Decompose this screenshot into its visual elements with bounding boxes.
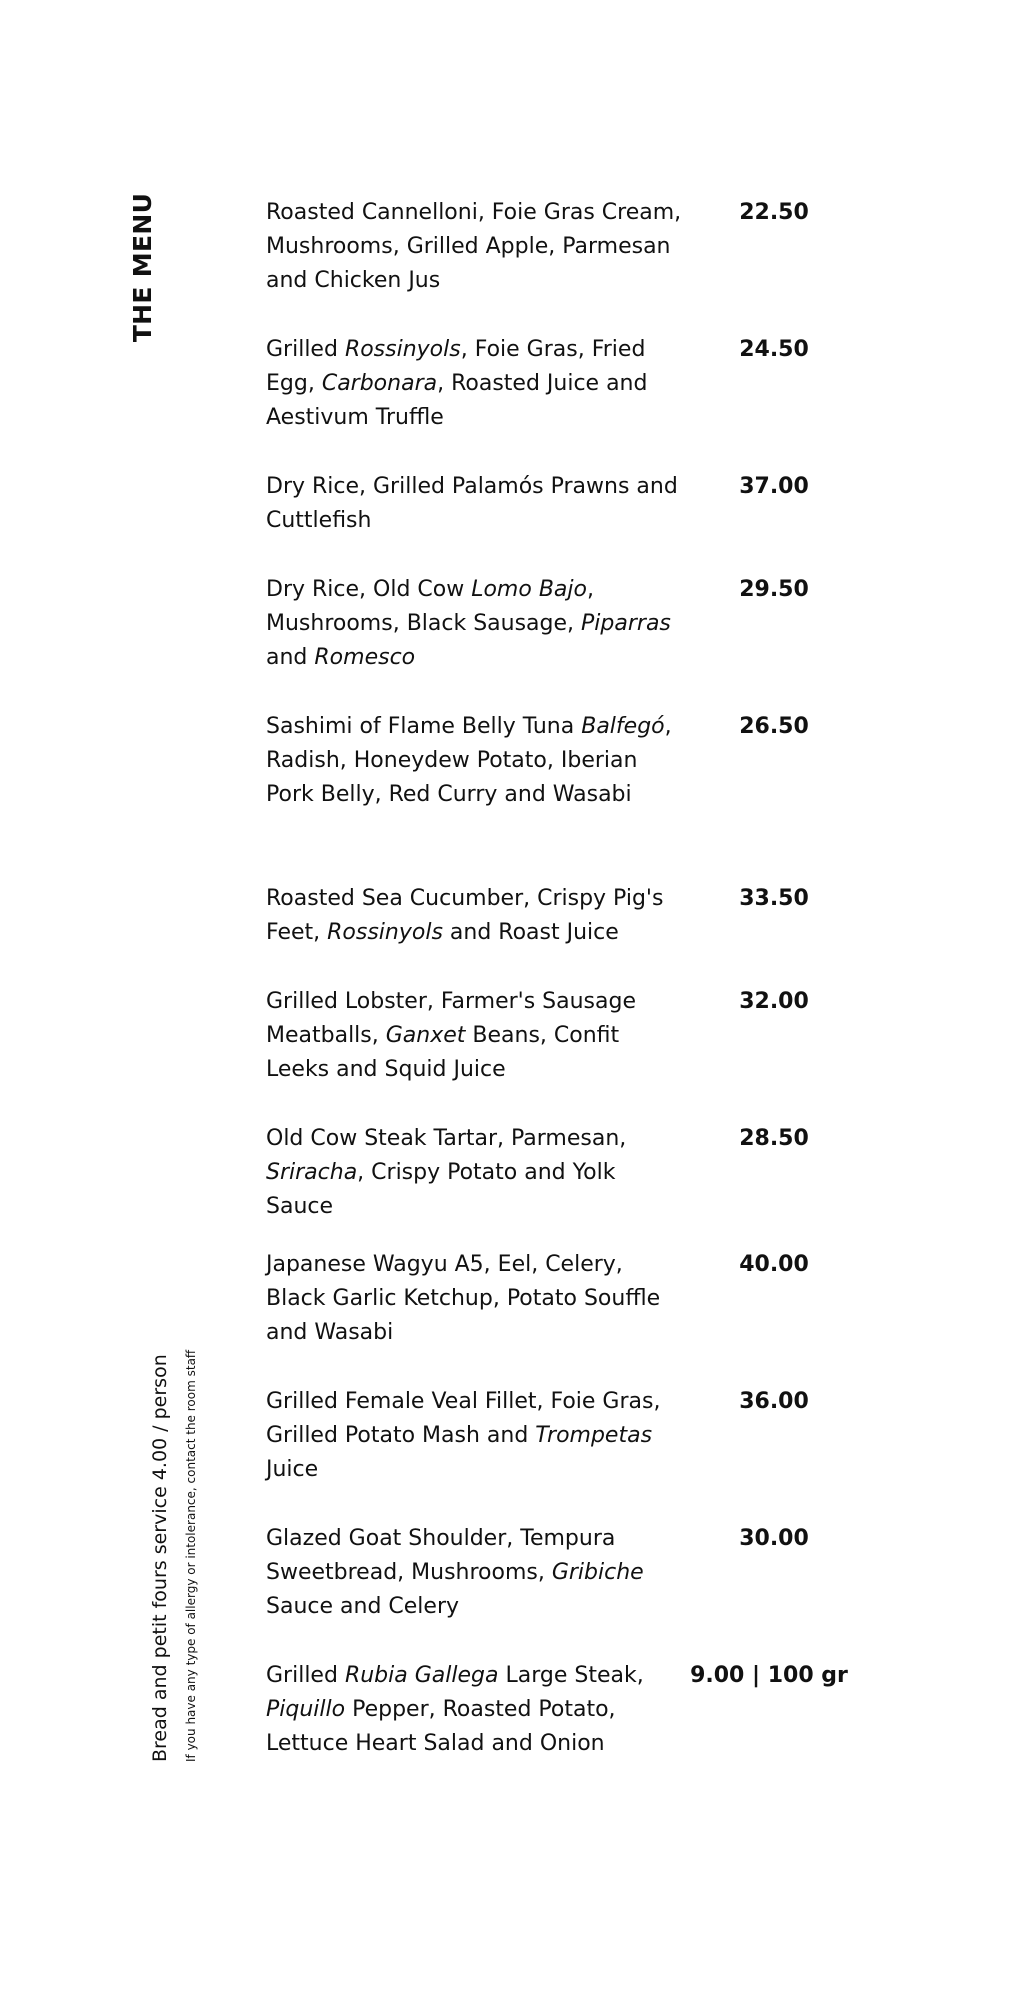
menu-item — [266, 1522, 966, 1624]
dish-italic-term: Rubia Gallega — [344, 1663, 499, 1688]
menu-item — [266, 985, 966, 1087]
menu-item-description — [266, 1522, 686, 1624]
menu-item-price: 22.50 — [739, 200, 809, 225]
menu-item-description — [266, 985, 686, 1087]
dish-italic-term: Piparras — [581, 611, 671, 636]
menu-item — [266, 1659, 966, 1761]
bread-service-text: Bread and petit fours service 4.00 / person — [149, 1354, 171, 1762]
dish-italic-term: Piquillo — [266, 1697, 346, 1722]
dish-text: Sauce and Celery — [266, 1594, 460, 1619]
dish-italic-term: Lomo Bajo — [471, 577, 587, 602]
dish-italic-term: Rossinyols — [344, 337, 461, 362]
menu-item-description — [266, 1659, 686, 1761]
dish-italic-term: Romesco — [314, 645, 416, 670]
dish-text: , Crispy Potato and Yolk Sauce — [266, 1160, 616, 1219]
dish-text: Sashimi of Flame Belly Tuna — [266, 714, 582, 739]
dish-text: Grilled — [266, 1663, 345, 1688]
dish-text: Juice — [266, 1457, 319, 1482]
dish-text: Large Steak, — [498, 1663, 644, 1688]
menu-item-price: 24.50 — [739, 337, 809, 362]
menu-item — [266, 470, 966, 538]
menu-item-price: 9.00 | 100 gr — [690, 1663, 848, 1688]
menu-item — [266, 1248, 966, 1350]
allergy-notice-text: If you have any type of allergy or intolerance, contact the room staff — [184, 1349, 198, 1762]
dish-text: Japanese Wagyu A5, Eel, Celery, Black Garlic Ketchup, Potato Souffle and Wasabi — [266, 1252, 661, 1345]
dish-text: , Roasted Juice and Aestivum Truffle — [266, 371, 648, 430]
dish-italic-term: Sriracha — [266, 1160, 358, 1185]
menu-item — [266, 333, 966, 435]
menu-title — [128, 192, 158, 342]
dish-italic-term: Carbonara — [321, 371, 438, 396]
menu-item — [266, 196, 966, 298]
menu-item-price: 33.50 — [739, 886, 809, 911]
dish-text: , Radish, Honeydew Potato, Iberian Pork Belly, Red Curry and Wasabi — [266, 714, 672, 807]
dish-text: Grilled Female Veal Fillet, Foie Gras, Grilled Potato Mash and — [266, 1389, 661, 1448]
dish-text: Pepper, Roasted Potato, Lettuce Heart Salad and Onion — [266, 1697, 616, 1756]
dish-italic-term: Gribiche — [551, 1560, 644, 1585]
menu-item-description — [266, 710, 686, 812]
dish-text: , Mushrooms, Black Sausage, — [266, 577, 594, 636]
dish-text: , Foie Gras, Fried Egg, — [266, 337, 646, 396]
dish-text: Roasted Sea Cucumber, Crispy Pig's Feet, — [266, 886, 664, 945]
menu-item-price: 32.00 — [739, 989, 809, 1014]
dish-text: Grilled Lobster, Farmer's Sausage Meatballs, — [266, 989, 636, 1048]
menu-item-description — [266, 573, 686, 675]
menu-item-description — [266, 196, 686, 298]
menu-item-price: 40.00 — [739, 1252, 809, 1277]
dish-text: and Roast Juice — [442, 920, 619, 945]
service-note-rotated — [146, 1232, 202, 1762]
menu-item-price: 30.00 — [739, 1526, 809, 1551]
dish-text: Beans, Confit Leeks and Squid Juice — [266, 1023, 620, 1082]
menu-item-description — [266, 470, 686, 538]
menu-item-price: 37.00 — [739, 474, 809, 499]
service-note — [146, 1232, 208, 1762]
dish-italic-term: Ganxet — [385, 1023, 466, 1048]
menu-item-description — [266, 1248, 686, 1350]
menu-item-description — [266, 333, 686, 435]
dish-text: Old Cow Steak Tartar, Parmesan, — [266, 1126, 627, 1151]
dish-text: Glazed Goat Shoulder, Tempura Sweetbread, Mushrooms, — [266, 1526, 616, 1585]
menu-item — [266, 573, 966, 675]
menu-item-price: 28.50 — [739, 1126, 809, 1151]
menu-item-description — [266, 882, 686, 950]
menu-item — [266, 1385, 966, 1487]
dish-text: Dry Rice, Grilled Palamós Prawns and Cuttlefish — [266, 474, 678, 533]
dish-italic-term: Balfegó — [581, 714, 665, 739]
menu-item-price: 36.00 — [739, 1389, 809, 1414]
dish-text: and — [266, 645, 315, 670]
menu-item — [266, 710, 966, 812]
menu-item — [266, 882, 966, 950]
dish-text: Roasted Cannelloni, Foie Gras Cream, Mushrooms, Grilled Apple, Parmesan and Chicken Jus — [266, 200, 682, 293]
dish-text: Dry Rice, Old Cow — [266, 577, 472, 602]
dish-italic-term: Trompetas — [535, 1423, 653, 1448]
dish-text: Grilled — [266, 337, 345, 362]
menu-item-description — [266, 1385, 686, 1487]
menu-item-price: 26.50 — [739, 714, 809, 739]
dish-italic-term: Rossinyols — [327, 920, 443, 945]
menu-item-description — [266, 1122, 686, 1224]
menu-item — [266, 1122, 966, 1224]
menu-title-text: THE MENU — [128, 192, 158, 342]
menu-item-price: 29.50 — [739, 577, 809, 602]
